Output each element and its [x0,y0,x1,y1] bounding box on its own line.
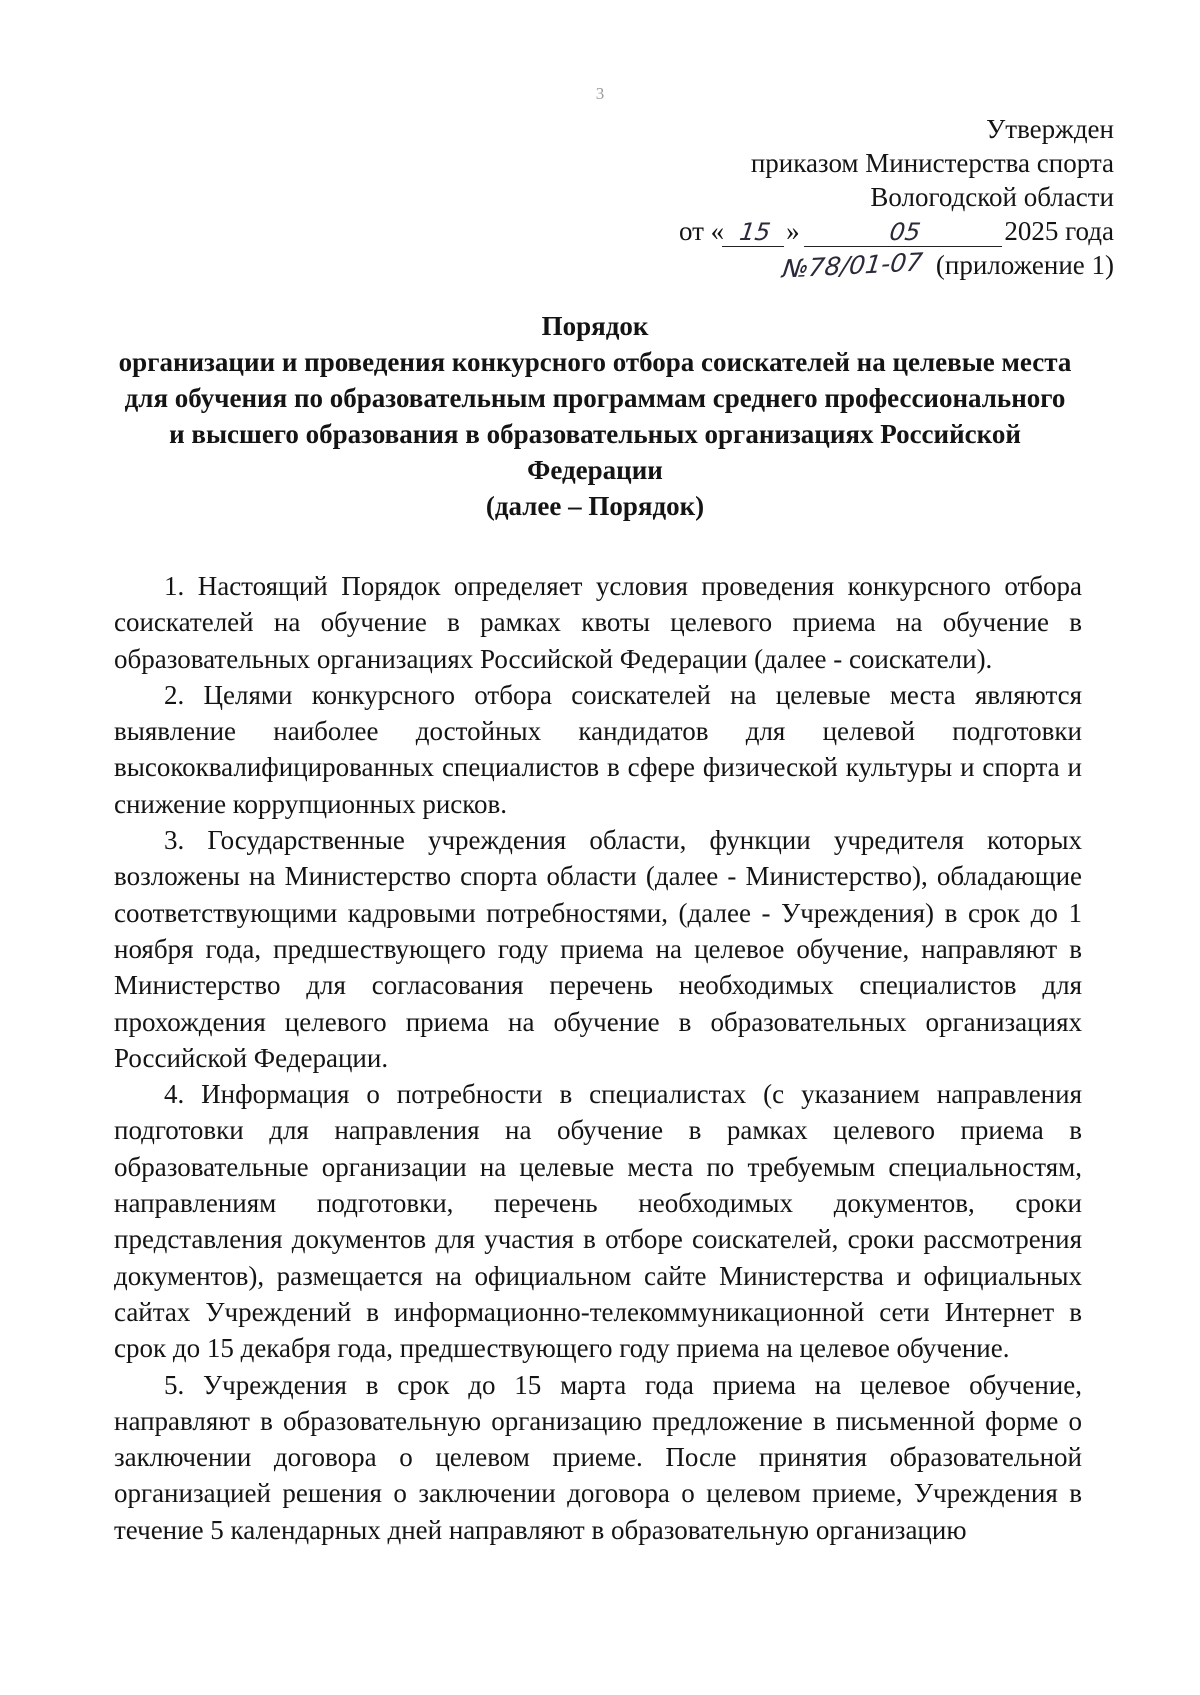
approval-order-text: приказом Министерства спорта [750,148,1114,178]
paragraph: 2. Целями конкурсного отбора соискателей на целевые места являются выявление наиболее достойных кандидатов для целевой подготовки высококвалифицированных специалистов в сфере физической культуры и спорта и снижение коррупционных рисков. [114,679,1082,819]
appendix-label: (приложение 1) [935,250,1114,280]
title-line: Порядок [541,311,649,341]
title-line: и высшего образования в образовательных организациях Российской [169,419,1021,449]
date-prefix: от « [678,216,725,246]
paragraph: 1. Настоящий Порядок определяет условия проведения конкурсного отбора соискателей на обучение в рамках квоты целевого приема на обучение в образовательных организациях Российской Федерации (далее - соискатели). [114,571,1082,674]
approval-block [414,112,1114,283]
order-number-handwritten: №78/01-07 [780,247,925,284]
approval-heading: Утвержден [986,114,1114,144]
title-line: Федерации [527,455,663,485]
approval-number-line [414,248,1114,283]
paragraph: 3. Государственные учреждения области, функции учредителя которых возложены на Министерство спорта области (далее - Министерство), обладающие соответствующими кадровыми потребностями, (далее - Учреждения) в срок до 1 ноября года, предшествующего году приема на целевое обучение, направляют в Министерство для согласования перечень необходимых специалистов для прохождения целевого приема на обучение в образовательных организациях Российской Федерации. [114,825,1082,1073]
approval-region: Вологодской области [870,182,1114,212]
title-line: для обучения по образовательным программам среднего профессионального [124,383,1066,413]
approval-date-line [414,214,1114,248]
title-line: организации и проведения конкурсного отбора соискателей на целевые места [118,347,1072,377]
date-month-handwritten: 05 [804,218,1006,247]
paragraph: 4. Информация о потребности в специалистах (с указанием направления подготовки для направления на обучение в рамках целевого приема в образовательные организации на целевые места по требуемым специальностям, направлениям подготовки, перечень необходимых документов, сроки представления документов для участия в отборе соискателей, сроки рассмотрения документов), размещается на официальном сайте Министерства и официальных сайтах Учреждений в информационно-телекоммуникационной сети Интернет в срок до 15 декабря года, предшествующего году приема на целевое обучение. [114,1079,1082,1364]
title-line: (далее – Порядок) [485,491,705,521]
date-mid: » [786,216,800,246]
date-day-handwritten: 15 [722,218,788,247]
page-number: 3 [595,84,605,103]
document-title [110,308,1080,524]
date-suffix: 2025 года [1004,216,1114,246]
paragraph: 5. Учреждения в срок до 15 марта года приема на целевое обучение, направляют в образовательную организацию предложение в письменной форме о заключении договора о целевом приеме. После принятия образовательной организацией решения о заключении договора о целевом приеме, Учреждения в течение 5 календарных дней направляют в образовательную организацию [114,1369,1082,1545]
document-body [114,568,1082,1548]
